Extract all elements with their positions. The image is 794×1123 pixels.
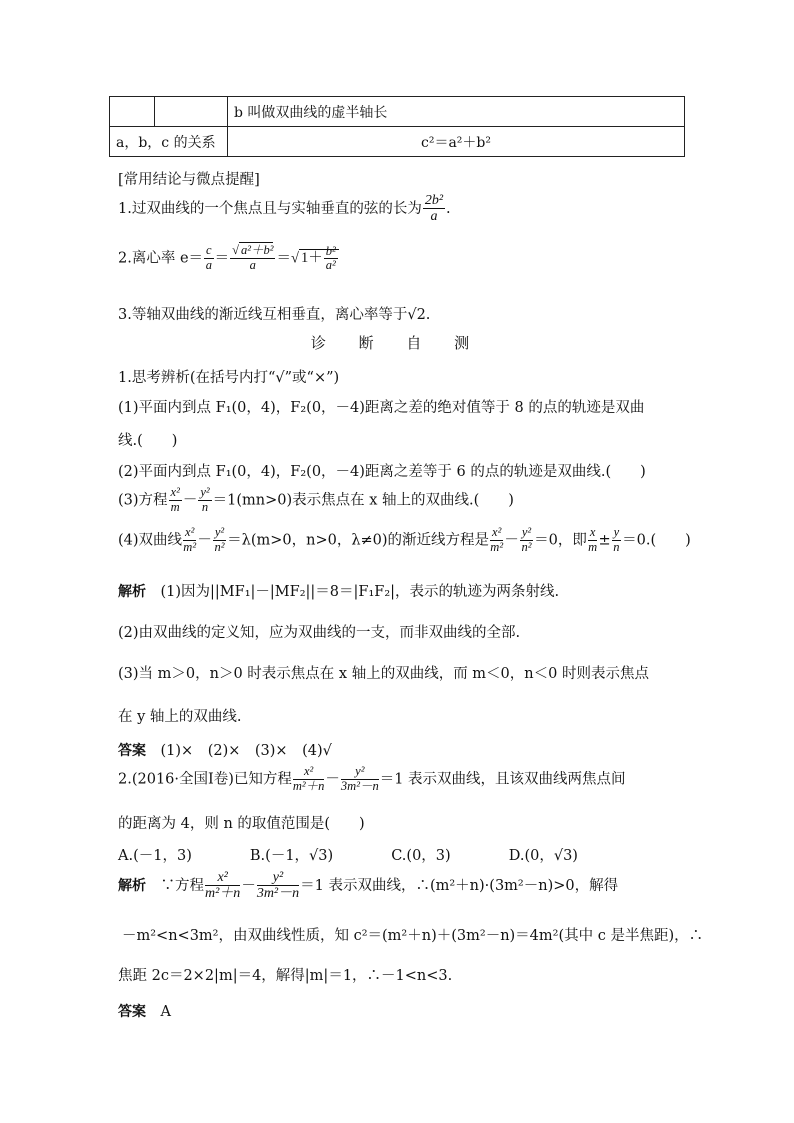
q1-stem: 1.思考辨析(在括号内打“√”或“×”)	[118, 370, 340, 386]
table-row	[110, 127, 685, 157]
q1-statement-3: (3)方程 $\frac{\text{x²}}{m}$ － $\frac{\text{y²}}{n}$ ＝1(mn>0)表示焦点在 x 轴上的双曲线.( )	[118, 485, 514, 514]
q1-statement-2: (2)平面内到点 F₁(0，4)，F₂(0，－4)距离之差等于 6 的点的轨迹是双曲线.( )	[118, 464, 646, 480]
statement-text: (4)双曲线	[118, 532, 183, 549]
analysis-2-line-2: －m²<n<3m²，由双曲线性质，知 c²＝(m²＋n)＋(3m²－n)＝4m²(其中 c 是半焦距)，∴	[122, 928, 704, 944]
answer-label: 答案	[118, 743, 146, 759]
section-title: 诊 断 自 测	[310, 334, 484, 352]
statement-text: ＝λ(m>0，n>0，λ≠0)的渐近线方程是	[227, 532, 490, 549]
analysis-1-line-3: (3)当 m＞0，n＞0 时表示焦点在 x 轴上的双曲线，而 m＜0，n＜0 时则表示焦点	[118, 666, 649, 682]
statement-text: ＝0.( )	[622, 532, 691, 549]
statement-text: ＝0，即	[534, 532, 587, 549]
relation-value-cell: c²＝a²＋b²	[228, 127, 685, 157]
answer-label: 答案	[118, 1004, 146, 1020]
equation-fraction: $\frac{x}{m}$	[588, 525, 598, 554]
equation-fraction: $\frac{\text{y²}}{n}$	[200, 485, 210, 514]
answer-1	[118, 739, 332, 760]
eccentricity-sqrt-fraction: $\frac{\text{√ a²＋b²}}{a}$	[232, 243, 274, 272]
equation-fraction: $\frac{\text{y²}}{\text{3m²－n}}$	[340, 764, 379, 793]
fraction-denominator: a	[430, 209, 438, 225]
equation-fraction: $\frac{\text{x²}}{\text{m²}}$	[490, 525, 504, 554]
table-cell	[110, 97, 155, 127]
table-cell: b 叫做双曲线的虚半轴长	[228, 97, 685, 127]
analysis-1-line-1	[118, 580, 559, 601]
statement-text: (3)方程	[118, 492, 168, 509]
eccentricity-root: √ 1＋ $\frac{\text{b²}}{\text{a²}}$	[291, 249, 339, 266]
tips-heading: [常用结论与微点提醒]	[118, 172, 260, 188]
analysis-label: 解析	[118, 877, 146, 894]
answer-text: (1)× (2)× (3)× (4)√	[160, 743, 332, 759]
option-d: D.(0，√3)	[508, 848, 578, 864]
question-text: 2.(2016·全国Ⅰ卷)已知方程	[118, 771, 292, 788]
equation-fraction: $\frac{\text{y²}}{\text{n²}}$	[521, 525, 532, 554]
table-cell	[155, 97, 228, 127]
q1-statement-1-cont: 线.( )	[118, 433, 178, 449]
answer-2	[118, 1000, 171, 1021]
analysis-2-line-3: 焦距 2c＝2×2|m|＝4，解得|m|＝1，∴－1<n<3.	[118, 968, 453, 984]
equation-fraction: $\frac{\text{y²}}{\text{n²}}$	[214, 525, 225, 554]
equation-fraction: $\frac{y}{n}$	[613, 525, 620, 554]
q2-options	[118, 844, 578, 865]
option-b: B.(－1，√3)	[249, 848, 334, 864]
equation-fraction: $\frac{\text{x²}}{\text{m²＋n}}$	[205, 870, 241, 902]
analysis-label: 解析	[118, 584, 146, 600]
analysis-text: ＝1 表示双曲线，∴(m²＋n)·(3m²－n)>0，解得	[300, 877, 619, 894]
equation-fraction: $\frac{\text{y²}}{\text{3m²－n}}$	[256, 870, 300, 902]
q2-line-2: 的距离为 4，则 n 的取值范围是( )	[118, 816, 365, 832]
q1-statement-4: (4)双曲线 $\frac{\text{x²}}{\text{m²}}$ － $\frac{\text{y²}}{\text{n²}}$ ＝λ(m>0，n>0，λ≠0)的渐近线方程是 $\frac{\text{x²}}{\text{m²}}$ － $\frac{\text{y²}}{\text{n²}}$ ＝0，即 $\frac{x}{m}$ ± $\frac{y}{n}$ ＝0.( )	[118, 525, 691, 554]
analysis-1-line-4: 在 y 轴上的双曲线.	[118, 709, 242, 725]
tip-3: 3.等轴双曲线的渐近线互相垂直，离心率等于√2.	[118, 307, 431, 323]
fraction-numerator: 2b²	[424, 193, 444, 208]
tip-2-text: 2.离心率 e＝	[118, 250, 204, 267]
q1-statement-1: (1)平面内到点 F₁(0，4)，F₂(0，－4)距离之差的绝对值等于 8 的点的轨迹是双曲	[118, 400, 645, 416]
tip-2: 2.离心率 e＝ $\frac{c}{a}$ ＝ $\frac{\text{√ a²＋b²}}{a}$ ＝√ 1＋ $\frac{\text{b²}}{\text{a²}}$	[118, 244, 339, 273]
option-c: C.(0，3)	[391, 848, 451, 864]
equation-fraction: $\frac{\text{x²}}{\text{m²＋n}}$	[292, 764, 325, 793]
hyperbola-table	[109, 96, 685, 157]
relation-label-cell: a，b，c 的关系	[110, 127, 228, 157]
statement-text: ＝1(mn>0)表示焦点在 x 轴上的双曲线.( )	[212, 492, 514, 509]
equation-fraction: $\frac{\text{x²}}{m}$	[170, 485, 180, 514]
analysis-text: (1)因为||MF₁|－|MF₂||＝8＝|F₁F₂|，表示的轨迹为两条射线.	[160, 584, 560, 600]
table-row	[110, 97, 685, 127]
eccentricity-fraction: $\frac{c}{a}$	[205, 243, 212, 272]
option-a: A.(－1，3)	[118, 848, 192, 864]
tip-1: 1.过双曲线的一个焦点且与实轴垂直的弦的长为 $\frac{\text{2b²}}{a}$ .	[118, 193, 451, 225]
analysis-2-line-1: 解析 ∵方程 $\frac{\text{x²}}{\text{m²＋n}}$ － $\frac{\text{y²}}{\text{3m²－n}}$ ＝1 表示双曲线，∴(m²＋n)·(3m²－n)>0，解得	[118, 870, 619, 902]
question-text: ＝1 表示双曲线，且该双曲线两焦点间	[379, 771, 626, 788]
equation-fraction: $\frac{\text{x²}}{\text{m²}}$	[183, 525, 197, 554]
analysis-text: ∵方程	[160, 877, 204, 894]
analysis-1-line-2: (2)由双曲线的定义知，应为双曲线的一支，而非双曲线的全部.	[118, 625, 521, 641]
tip-1-text: 1.过双曲线的一个焦点且与实轴垂直的弦的长为	[118, 200, 422, 217]
q2-line-1: 2.(2016·全国Ⅰ卷)已知方程 $\frac{\text{x²}}{\text{m²＋n}}$ － $\frac{\text{y²}}{\text{3m²－n}}$ ＝1 表示双曲线，且该双曲线两焦点间	[118, 764, 626, 793]
chord-length-fraction	[423, 193, 445, 225]
answer-text: A	[160, 1004, 171, 1020]
